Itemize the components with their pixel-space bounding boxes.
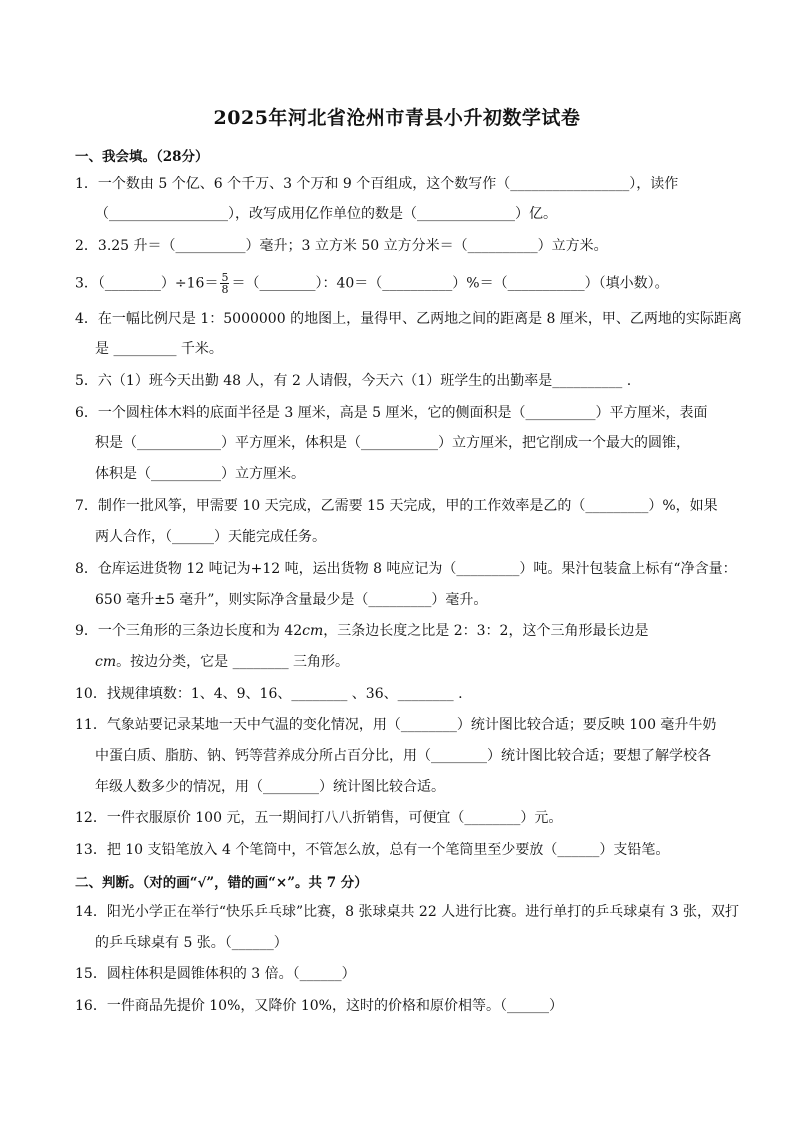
question-1-line-1: 1．一个数由 5 个亿、6 个千万、3 个万和 9 个百组成，这个数写作（_________________），读作 [75, 176, 679, 192]
fraction-numerator: 5 [221, 271, 229, 284]
question-3-prefix: 3．（________）÷16＝ [75, 275, 219, 292]
question-11-line-2: 中蛋白质、脂肪、钠、钙等营养成分所占百分比，用（________）统计图比较合适；要想了解学校各 [95, 748, 711, 764]
question-7-line-1: 7．制作一批风筝，甲需要 10 天完成，乙需要 15 天完成，甲的工作效率是乙的（_________）%，如果 [75, 498, 718, 514]
question-4-line-1: 4．在一幅比例尺是 1：5000000 的地图上，量得甲、乙两地之间的距离是 8 厘米，甲、乙两地的实际距离 [75, 311, 742, 327]
question-11-line-3: 年级人数多少的情况，用（________）统计图比较合适。 [95, 779, 445, 795]
question-16: 16．一件商品先提价 10%，又降价 10%，这时的价格和原价相等。（______） [75, 998, 563, 1014]
fraction-denominator: 8 [221, 283, 229, 296]
question-5: 5．六（1）班今天出勤 48 人，有 2 人请假，今天六（1）班学生的出勤率是__________ . [75, 373, 632, 389]
question-4-line-2: 是 _________ 千米。 [95, 341, 223, 357]
question-1-line-2: （_________________），改写成用亿作单位的数是（______________）亿。 [95, 206, 557, 222]
question-2: 2．3.25 升＝（__________）毫升；3 立方米 50 立方分米＝（__________）立方米。 [75, 238, 608, 254]
question-9-line-2 [95, 652, 745, 672]
question-13: 13．把 10 支铅笔放入 4 个笔筒中，不管怎么放，总有一个笔筒里至少要放（______）支铅笔。 [75, 842, 670, 858]
section-heading-fill: 一、我会填。（28分） [75, 149, 209, 165]
question-3-suffix: ＝（________）：40＝（__________）%＝（___________）（填小数）。 [231, 275, 669, 292]
question-14-line-1: 14．阳光小学正在举行“快乐乒乓球”比赛，8 张球桌共 22 人进行比赛。进行单打的乒乓球桌有 3 张，双打 [75, 904, 740, 920]
unit-cm: cm [302, 623, 324, 639]
question-11-line-1: 11．气象站要记录某地一天中气温的变化情况，用（________）统计图比较合适；要反映 100 毫升牛奶 [75, 717, 717, 733]
question-15: 15．圆柱体积是圆锥体积的 3 倍。（______） [75, 966, 356, 982]
question-6-line-2: 积是（____________）平方厘米，体积是（___________）立方厘米，把它削成一个最大的圆锥， [95, 435, 690, 451]
question-9-prefix: 9．一个三角形的三条边长度和为 42 [75, 623, 303, 639]
question-9-line-1 [75, 621, 725, 641]
question-6-line-1: 6．一个圆柱体木料的底面半径是 3 厘米，高是 5 厘米，它的侧面积是（__________）平方厘米，表面 [75, 405, 708, 421]
fraction-five-eighths [220, 272, 229, 295]
question-8-line-1: 8．仓库运进货物 12 吨记为+12 吨，运出货物 8 吨应记为（_________）吨。果汁包装盒上标有“净含量： [75, 561, 737, 577]
question-9-suffix: ，三条边长度之比是 2：3：2，这个三角形最长边是 [323, 623, 649, 639]
question-10: 10．找规律填数：1、4、9、16、________ 、36、________ . [75, 686, 463, 702]
question-3 [75, 272, 725, 295]
question-7-line-2: 两人合作，（______）天能完成任务。 [95, 529, 326, 545]
question-6-line-3: 体积是（__________）立方厘米。 [95, 466, 305, 482]
section-heading-judge: 二、判断。（对的画“√”，错的画“×”。共 7 分） [75, 875, 368, 891]
unit-cm-2: cm [95, 654, 117, 670]
question-14-line-2: 的乒乓球桌有 5 张。（______） [95, 935, 288, 951]
question-12: 12．一件衣服原价 100 元，五一期间打八八折销售，可便宜（________）元。 [75, 810, 563, 826]
question-8-line-2: 650 毫升±5 毫升”，则实际净含量最少是（_________）毫升。 [95, 592, 488, 608]
page-title: 2025年河北省沧州市青县小升初数学试卷 [213, 107, 581, 129]
question-9-line-2-text: 。按边分类，它是 ________ 三角形。 [116, 654, 350, 670]
